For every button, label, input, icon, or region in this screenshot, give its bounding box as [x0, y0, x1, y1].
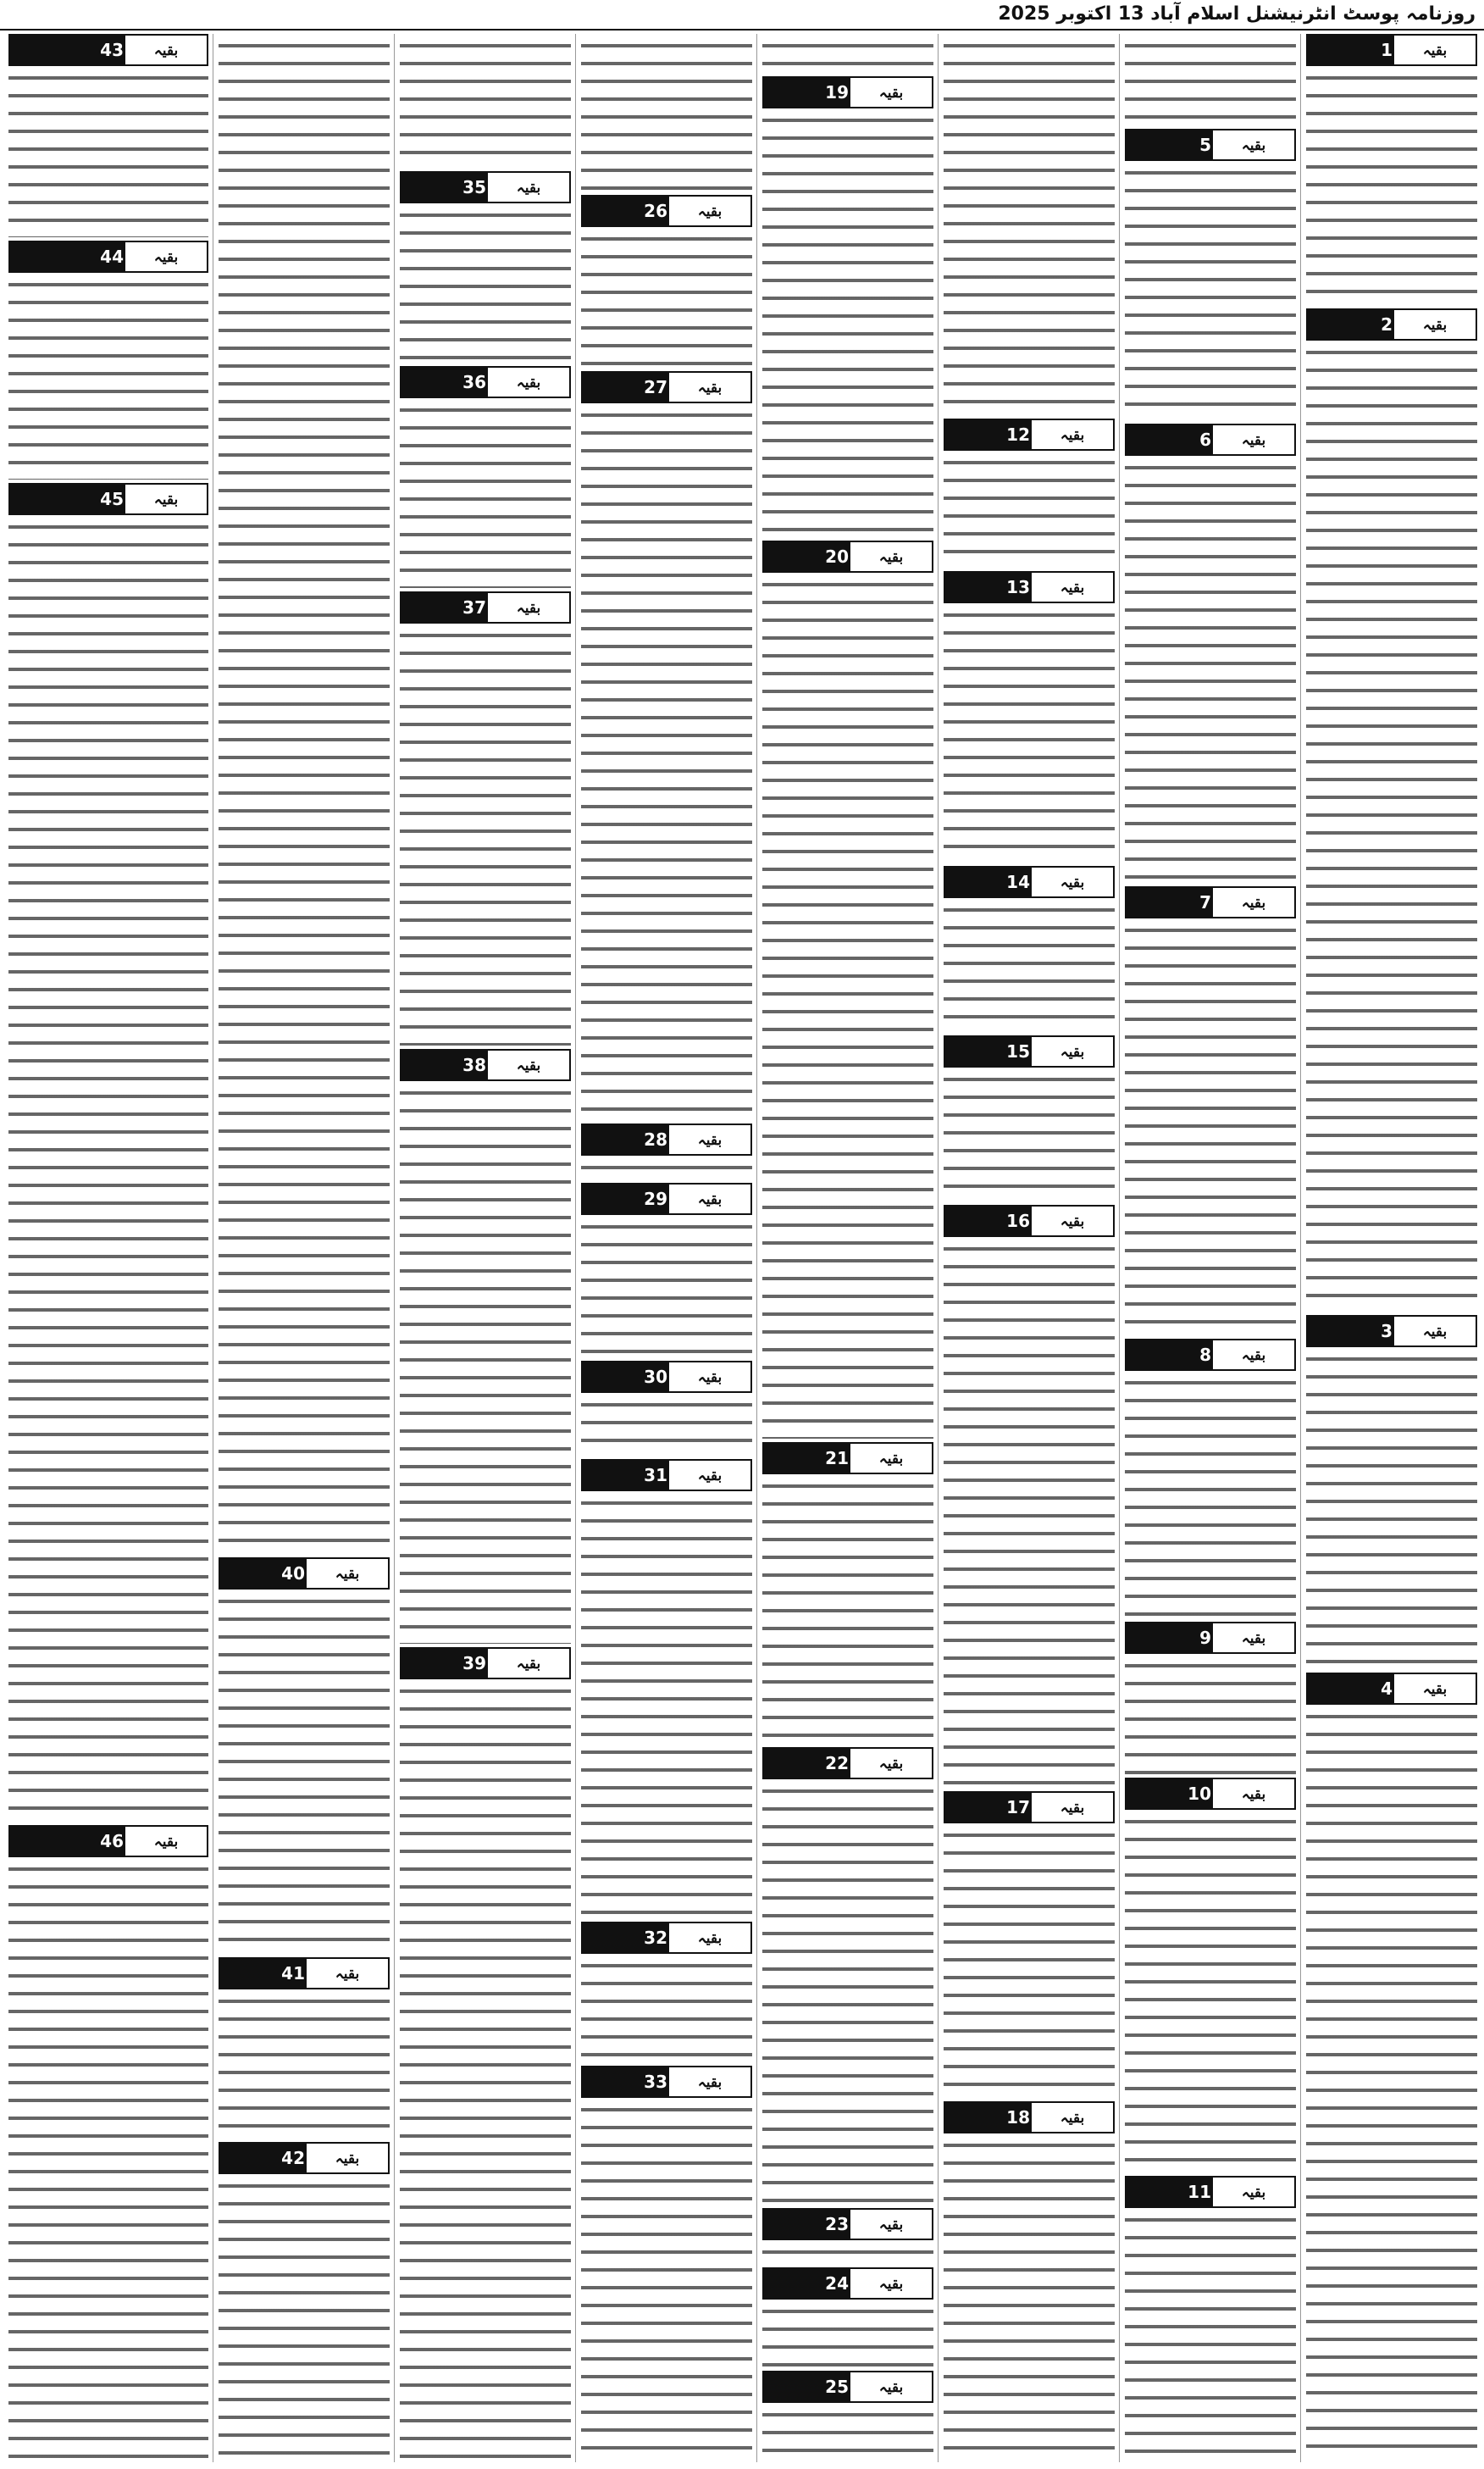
block-header — [581, 371, 752, 403]
block-header — [8, 34, 208, 66]
block-header — [400, 1049, 571, 1081]
body-text — [8, 273, 208, 480]
block-header — [944, 866, 1115, 898]
block-number: 36 — [401, 368, 486, 397]
body-text — [8, 1857, 208, 2462]
block-header — [1306, 1315, 1477, 1347]
body-text — [944, 451, 1115, 568]
block-number: 19 — [764, 78, 849, 107]
body-text — [400, 624, 571, 1046]
block-number: 22 — [764, 1749, 849, 1778]
continuation-block — [581, 2066, 752, 2462]
continuation-label: بقیہ — [849, 1749, 932, 1778]
continuation-block — [1306, 308, 1477, 1312]
block-number: 39 — [401, 1649, 486, 1678]
continuation-label: بقیہ — [1393, 1317, 1476, 1345]
continuation-block — [762, 2267, 933, 2367]
continuation-label: بقیہ — [486, 173, 569, 202]
block-number: 12 — [945, 420, 1030, 449]
block-number: 5 — [1127, 130, 1211, 159]
column-rule — [394, 34, 395, 2462]
continuation-label: بقیہ — [667, 1461, 750, 1490]
continuation-label: بقیہ — [486, 1649, 569, 1678]
continuation-label: بقیہ — [667, 2067, 750, 2096]
continuation-block — [400, 591, 571, 1046]
block-number: 20 — [764, 542, 849, 571]
continuation-block — [762, 2371, 933, 2462]
continuation-label: بقیہ — [667, 1362, 750, 1391]
continuation-block — [1306, 1315, 1477, 1669]
continuation-label: بقیہ — [1030, 1037, 1113, 1066]
continuation-label: بقیہ — [1393, 310, 1476, 339]
body-text — [1306, 1705, 1477, 2462]
continuation-block — [581, 1922, 752, 2062]
block-header — [581, 1361, 752, 1393]
block-number: 7 — [1127, 888, 1211, 917]
continuation-block — [8, 483, 208, 1822]
continuation-label: بقیہ — [486, 1051, 569, 1079]
continuation-label: بقیہ — [305, 1559, 388, 1588]
block-header — [762, 1747, 933, 1779]
body-text — [762, 573, 933, 1439]
continuation-label: بقیہ — [1211, 888, 1294, 917]
block-number: 43 — [10, 36, 124, 64]
block-number: 24 — [764, 2269, 849, 2298]
continuation-block — [8, 34, 208, 237]
body-text — [400, 398, 571, 588]
newspaper-page — [5, 34, 1479, 2462]
continuation-label: بقیہ — [849, 542, 932, 571]
continuation-block — [219, 1957, 390, 2139]
body-text — [400, 1679, 571, 2462]
block-number: 11 — [1127, 2178, 1211, 2206]
continuation-block — [581, 1183, 752, 1357]
continuation-block — [944, 2101, 1115, 2462]
block-header — [944, 1035, 1115, 1068]
body-text — [581, 1491, 752, 1918]
continuation-tail — [762, 34, 933, 73]
column-rule — [1300, 34, 1301, 2462]
block-header — [762, 541, 933, 573]
body-text — [219, 1989, 390, 2139]
column-6 — [398, 34, 573, 2462]
block-header — [400, 591, 571, 624]
continuation-block — [1125, 129, 1296, 420]
continuation-tail — [1125, 34, 1296, 125]
block-number: 8 — [1127, 1340, 1211, 1369]
block-header — [8, 483, 208, 515]
body-text — [581, 403, 752, 1120]
block-header — [944, 1791, 1115, 1823]
body-text — [1125, 1371, 1296, 1618]
continuation-block — [944, 419, 1115, 568]
continuation-label: بقیہ — [124, 242, 207, 271]
body-text — [1125, 456, 1296, 883]
body-text — [219, 1590, 390, 1954]
body-text — [762, 1779, 933, 2205]
body-text — [762, 2300, 933, 2367]
block-number: 32 — [583, 1923, 667, 1952]
continuation-label: بقیہ — [1030, 868, 1113, 896]
body-text — [762, 2240, 933, 2264]
continuation-block — [400, 1647, 571, 2462]
body-text — [581, 1954, 752, 2062]
continuation-block — [219, 2142, 390, 2462]
continuation-block — [762, 1442, 933, 1744]
body-text — [581, 2098, 752, 2462]
continuation-block — [581, 1361, 752, 1456]
continuation-label: بقیہ — [1030, 1207, 1113, 1235]
block-header — [219, 2142, 390, 2174]
continuation-block — [944, 1205, 1115, 1788]
block-number: 14 — [945, 868, 1030, 896]
continuation-block — [1125, 2176, 1296, 2462]
continuation-label: بقیہ — [1393, 36, 1476, 64]
body-text — [581, 1215, 752, 1357]
body-text — [944, 603, 1115, 863]
body-text — [219, 34, 390, 1554]
continuation-block — [8, 1825, 208, 2462]
continuation-label: بقیہ — [849, 1444, 932, 1473]
block-number: 6 — [1127, 425, 1211, 454]
body-text — [1306, 341, 1477, 1312]
block-number: 3 — [1308, 1317, 1393, 1345]
block-number: 33 — [583, 2067, 667, 2096]
block-header — [1306, 34, 1477, 66]
continuation-label: بقیہ — [667, 197, 750, 225]
continuation-label: بقیہ — [1393, 1674, 1476, 1703]
block-header — [1125, 1339, 1296, 1371]
continuation-block — [1125, 1339, 1296, 1618]
block-number: 9 — [1127, 1623, 1211, 1652]
body-text — [762, 108, 933, 537]
continuation-block — [581, 371, 752, 1120]
continuation-label: بقیہ — [124, 36, 207, 64]
block-number: 35 — [401, 173, 486, 202]
block-header — [762, 2371, 933, 2403]
body-text — [1306, 1347, 1477, 1669]
body-text — [400, 203, 571, 363]
block-header — [1306, 308, 1477, 341]
block-number: 18 — [945, 2103, 1030, 2132]
continuation-label: بقیہ — [849, 78, 932, 107]
block-header — [400, 1647, 571, 1679]
continuation-label: بقیہ — [305, 1959, 388, 1988]
block-header — [1125, 424, 1296, 456]
block-header — [762, 2267, 933, 2300]
continuation-label: بقیہ — [305, 2144, 388, 2172]
continuation-block — [762, 1747, 933, 2205]
column-rule — [756, 34, 757, 2462]
body-text — [581, 1393, 752, 1456]
body-text — [944, 1823, 1115, 2098]
body-text — [581, 227, 752, 368]
block-header — [581, 2066, 752, 2098]
continuation-block — [1306, 34, 1477, 305]
continuation-block — [581, 1459, 752, 1918]
block-number: 30 — [583, 1362, 667, 1391]
continuation-label: بقیہ — [667, 1185, 750, 1213]
body-text — [8, 66, 208, 237]
body-text — [944, 34, 1115, 415]
block-header — [581, 1459, 752, 1491]
block-number: 26 — [583, 197, 667, 225]
body-text — [581, 1156, 752, 1179]
masthead — [0, 0, 1484, 31]
block-number: 23 — [764, 2210, 849, 2239]
continuation-label: بقیہ — [849, 2210, 932, 2239]
body-text — [1125, 918, 1296, 1335]
column-5 — [579, 34, 754, 2462]
body-text — [219, 2174, 390, 2462]
body-text — [1125, 2208, 1296, 2462]
continuation-tail — [944, 34, 1115, 415]
column-2 — [1123, 34, 1298, 2462]
continuation-block — [762, 76, 933, 537]
continuation-label: بقیہ — [1030, 573, 1113, 602]
body-text — [581, 34, 752, 191]
block-header — [219, 1557, 390, 1590]
block-header — [581, 1183, 752, 1215]
continuation-block — [8, 241, 208, 480]
block-number: 45 — [10, 485, 124, 513]
body-text — [1125, 34, 1296, 125]
block-header — [1125, 1622, 1296, 1654]
continuation-block — [1125, 1622, 1296, 1774]
continuation-block — [944, 571, 1115, 863]
block-header — [8, 1825, 208, 1857]
continuation-block — [581, 195, 752, 368]
block-number: 40 — [220, 1559, 305, 1588]
block-header — [944, 571, 1115, 603]
column-8 — [7, 34, 210, 2462]
continuation-label: بقیہ — [667, 1923, 750, 1952]
block-number: 27 — [583, 373, 667, 402]
column-7 — [217, 34, 391, 2462]
column-1 — [1304, 34, 1479, 2462]
continuation-label: بقیہ — [486, 593, 569, 622]
block-number: 42 — [220, 2144, 305, 2172]
block-header — [1125, 129, 1296, 161]
column-rule — [575, 34, 576, 2462]
continuation-block — [944, 1791, 1115, 2098]
masthead-title: روزنامہ پوسٹ انٹرنیشنل اسلام آباد 13 اکتوبر 2025 — [998, 3, 1476, 25]
block-header — [400, 171, 571, 203]
column-rule — [938, 34, 939, 2462]
continuation-label: بقیہ — [667, 373, 750, 402]
continuation-block — [762, 2208, 933, 2264]
body-text — [944, 898, 1115, 1032]
continuation-label: بقیہ — [1211, 130, 1294, 159]
block-header — [944, 1205, 1115, 1237]
continuation-label: بقیہ — [486, 368, 569, 397]
block-header — [581, 1124, 752, 1156]
body-text — [1125, 1810, 1296, 2172]
continuation-label: بقیہ — [124, 1827, 207, 1856]
continuation-block — [581, 1124, 752, 1179]
block-number: 37 — [401, 593, 486, 622]
block-header — [581, 195, 752, 227]
body-text — [762, 2403, 933, 2462]
continuation-label: بقیہ — [849, 2372, 932, 2401]
column-4 — [761, 34, 935, 2462]
body-text — [400, 34, 571, 168]
block-header — [1306, 1673, 1477, 1705]
continuation-label: بقیہ — [1211, 1623, 1294, 1652]
continuation-tail — [219, 34, 390, 1554]
continuation-block — [944, 1035, 1115, 1201]
block-number: 2 — [1308, 310, 1393, 339]
block-header — [762, 1442, 933, 1474]
body-text — [1125, 161, 1296, 420]
block-number: 10 — [1127, 1779, 1211, 1808]
continuation-block — [1125, 1778, 1296, 2172]
block-header — [219, 1957, 390, 1989]
continuation-block — [1306, 1673, 1477, 2462]
continuation-label: بقیہ — [1030, 2103, 1113, 2132]
block-header — [762, 76, 933, 108]
continuation-block — [400, 1049, 571, 1644]
block-header — [8, 241, 208, 273]
continuation-block — [762, 541, 933, 1439]
continuation-block — [400, 171, 571, 363]
block-header — [1125, 886, 1296, 918]
continuation-label: بقیہ — [849, 2269, 932, 2298]
block-number: 46 — [10, 1827, 124, 1856]
continuation-label: بقیہ — [667, 1125, 750, 1154]
block-header — [762, 2208, 933, 2240]
block-number: 1 — [1308, 36, 1393, 64]
body-text — [1306, 66, 1477, 305]
continuation-block — [400, 366, 571, 588]
block-header — [1125, 1778, 1296, 1810]
continuation-label: بقیہ — [1030, 420, 1113, 449]
continuation-block — [1125, 424, 1296, 883]
continuation-block — [944, 866, 1115, 1032]
block-number: 25 — [764, 2372, 849, 2401]
body-text — [944, 1237, 1115, 1788]
body-text — [762, 1474, 933, 1744]
continuation-tail — [400, 34, 571, 168]
block-header — [944, 2101, 1115, 2133]
block-number: 4 — [1308, 1674, 1393, 1703]
block-number: 38 — [401, 1051, 486, 1079]
block-header — [400, 366, 571, 398]
block-header — [1125, 2176, 1296, 2208]
continuation-block — [1125, 886, 1296, 1335]
block-number: 29 — [583, 1185, 667, 1213]
body-text — [1125, 1654, 1296, 1774]
body-text — [762, 34, 933, 73]
continuation-label: بقیہ — [1211, 1779, 1294, 1808]
block-number: 15 — [945, 1037, 1030, 1066]
continuation-label: بقیہ — [1211, 425, 1294, 454]
continuation-label: بقیہ — [1030, 1793, 1113, 1822]
block-header — [581, 1922, 752, 1954]
continuation-label: بقیہ — [1211, 2178, 1294, 2206]
block-number: 16 — [945, 1207, 1030, 1235]
continuation-label: بقیہ — [1211, 1340, 1294, 1369]
continuation-block — [219, 1557, 390, 1954]
continuation-label: بقیہ — [124, 485, 207, 513]
block-number: 21 — [764, 1444, 849, 1473]
block-number: 41 — [220, 1959, 305, 1988]
column-rule — [1119, 34, 1120, 2462]
body-text — [944, 1068, 1115, 1201]
body-text — [400, 1081, 571, 1644]
block-number: 17 — [945, 1793, 1030, 1822]
continuation-tail — [581, 34, 752, 191]
block-number: 31 — [583, 1461, 667, 1490]
body-text — [8, 515, 208, 1822]
block-number: 28 — [583, 1125, 667, 1154]
block-number: 13 — [945, 573, 1030, 602]
block-number: 44 — [10, 242, 124, 271]
block-header — [944, 419, 1115, 451]
column-3 — [942, 34, 1116, 2462]
body-text — [944, 2133, 1115, 2462]
